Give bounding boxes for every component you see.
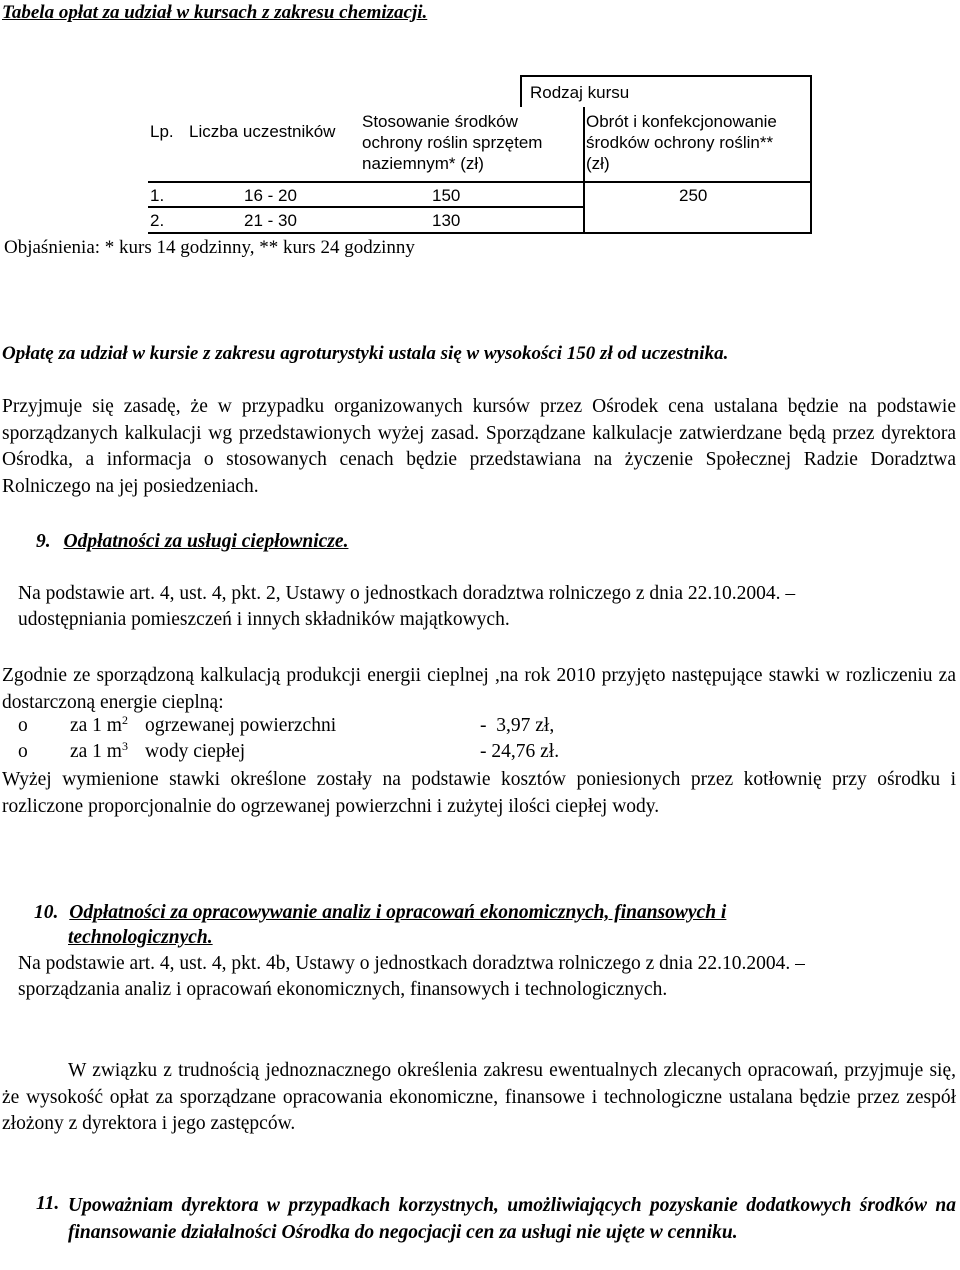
agro-fee-note: Opłatę za udział w kursie z zakresu agroturystyki ustala się w wysokości 150 zł od uczestnika. bbox=[2, 343, 729, 364]
section10-number: 10. bbox=[34, 902, 59, 923]
page-title: Tabela opłat za udział w kursach z zakresu chemizacji. bbox=[2, 2, 428, 23]
col-course1-header-l3: naziemnym* (zł) bbox=[362, 154, 484, 173]
pricing-principle: Przyjmuje się zasadę, że w przypadku organizowanych kursów przez Ośrodek cena ustalana będzie na podstawie sporządzanych kalkulacji wg przedstawionych wyżej zasad. Sporządzane kalkulacje zatwierdzane będą przez dyrektora Ośrodka, a informacja o stosowanych cenach będzie przedstawiana na życzenie Społecznej Radzie Doradztwa Rolniczego na jej posiedzeniach. bbox=[2, 396, 956, 497]
section10-heading bbox=[34, 900, 956, 927]
col-course1-header-l2: ochrony roślin sprzętem bbox=[362, 133, 543, 152]
section9-number: 9. bbox=[36, 531, 51, 552]
fee-table bbox=[148, 75, 810, 234]
row2-course1: 130 bbox=[432, 211, 461, 230]
rate-row bbox=[18, 715, 718, 741]
section9-heading bbox=[36, 531, 348, 553]
section10-title-line2: technologicznych. bbox=[68, 927, 213, 948]
rate-unit: za 1 $m^3$ bbox=[70, 739, 128, 762]
col-course1-header-l1: Stosowanie środków bbox=[362, 112, 518, 131]
row2-lp: 2. bbox=[150, 211, 165, 230]
rate-row bbox=[18, 741, 718, 767]
section9-basis-line2: udostępniania pomieszczeń i innych składników majątkowych. bbox=[18, 609, 510, 630]
row2-count: 21 - 30 bbox=[244, 211, 297, 230]
section10-basis-line1: Na podstawie art. 4, ust. 4, pkt. 4b, Ustawy o jednostkach doradztwa rolniczego z dnia 22.10.2004. – bbox=[18, 953, 805, 974]
row1-lp: 1. bbox=[150, 186, 165, 205]
section10-difficulty: W związku z trudnością jednoznacznego określenia zakresu ewentualnych zlecanych opracowań, przyjmuje się, że wysokość opłat za sporządzane opracowania ekonomiczne, finansowe i technologiczne ustalana będzie przez zespół złożony z dyrektora i jego zastępców. bbox=[2, 1060, 956, 1134]
row1-count: 16 - 20 bbox=[244, 186, 297, 205]
section11-text: Upoważniam dyrektora w przypadkach korzystnych, umożliwiających pozyskanie dodatkowych środków na finansowanie działalności Ośrodka do negocjacji cen za usługi nie ujęte w cenniku. bbox=[68, 1195, 956, 1243]
rate-bullet: o bbox=[18, 741, 28, 762]
col-course2-header-l2: środków ochrony roślin** bbox=[586, 133, 774, 152]
section10-heading-cont bbox=[68, 927, 213, 949]
section10-basis-line2: sporządzania analiz i opracowań ekonomicznych, finansowych i technologicznych. bbox=[18, 979, 668, 1000]
row1-course1: 150 bbox=[432, 186, 461, 205]
rate-desc: wody ciepłej bbox=[145, 741, 246, 762]
section9-title: Odpłatności za usługi ciepłownicze. bbox=[63, 531, 349, 552]
section9-basis-line1: Na podstawie art. 4, ust. 4, pkt. 2, Ustawy o jednostkach doradztwa rolniczego z dnia 22.10.2004. – bbox=[18, 583, 796, 604]
rate-unit: za 1 $m^2$ bbox=[70, 713, 128, 736]
col-lp-header: Lp. bbox=[150, 122, 174, 141]
section11-number: 11. bbox=[36, 1193, 60, 1214]
row1-course2: 250 bbox=[679, 186, 708, 205]
col-count-header: Liczba uczestników bbox=[189, 122, 336, 141]
rate-value: - 3,97 zł, bbox=[480, 715, 555, 736]
rate-value: - 24,76 zł. bbox=[480, 741, 560, 762]
table-explanation: Objaśnienia: * kurs 14 godzinny, ** kurs 24 godzinny bbox=[4, 237, 415, 258]
section9-rates-note: Wyżej wymienione stawki określone zostały na podstawie kosztów poniesionych przez kotłownię przy ośrodku i rozliczone proporcjonalnie do ogrzewanej powierzchni i zużytej ilości ciepłej wody. bbox=[2, 769, 956, 817]
section10-title-line1: Odpłatności za opracowywanie analiz i opracowań ekonomicznych, finansowych i bbox=[69, 902, 727, 923]
rate-bullet: o bbox=[18, 715, 28, 736]
section9-calc-intro: Zgodnie ze sporządzoną kalkulacją produkcji energii cieplnej ,na rok 2010 przyjęto następujące stawki w rozliczeniu za dostarczoną energie cieplną: bbox=[2, 665, 956, 713]
col-course2-header-l3: (zł) bbox=[586, 154, 610, 173]
group-header: Rodzaj kursu bbox=[530, 83, 630, 102]
rate-desc: ogrzewanej powierzchni bbox=[145, 715, 337, 736]
col-course2-header-l1: Obrót i konfekcjonowanie bbox=[586, 112, 777, 131]
